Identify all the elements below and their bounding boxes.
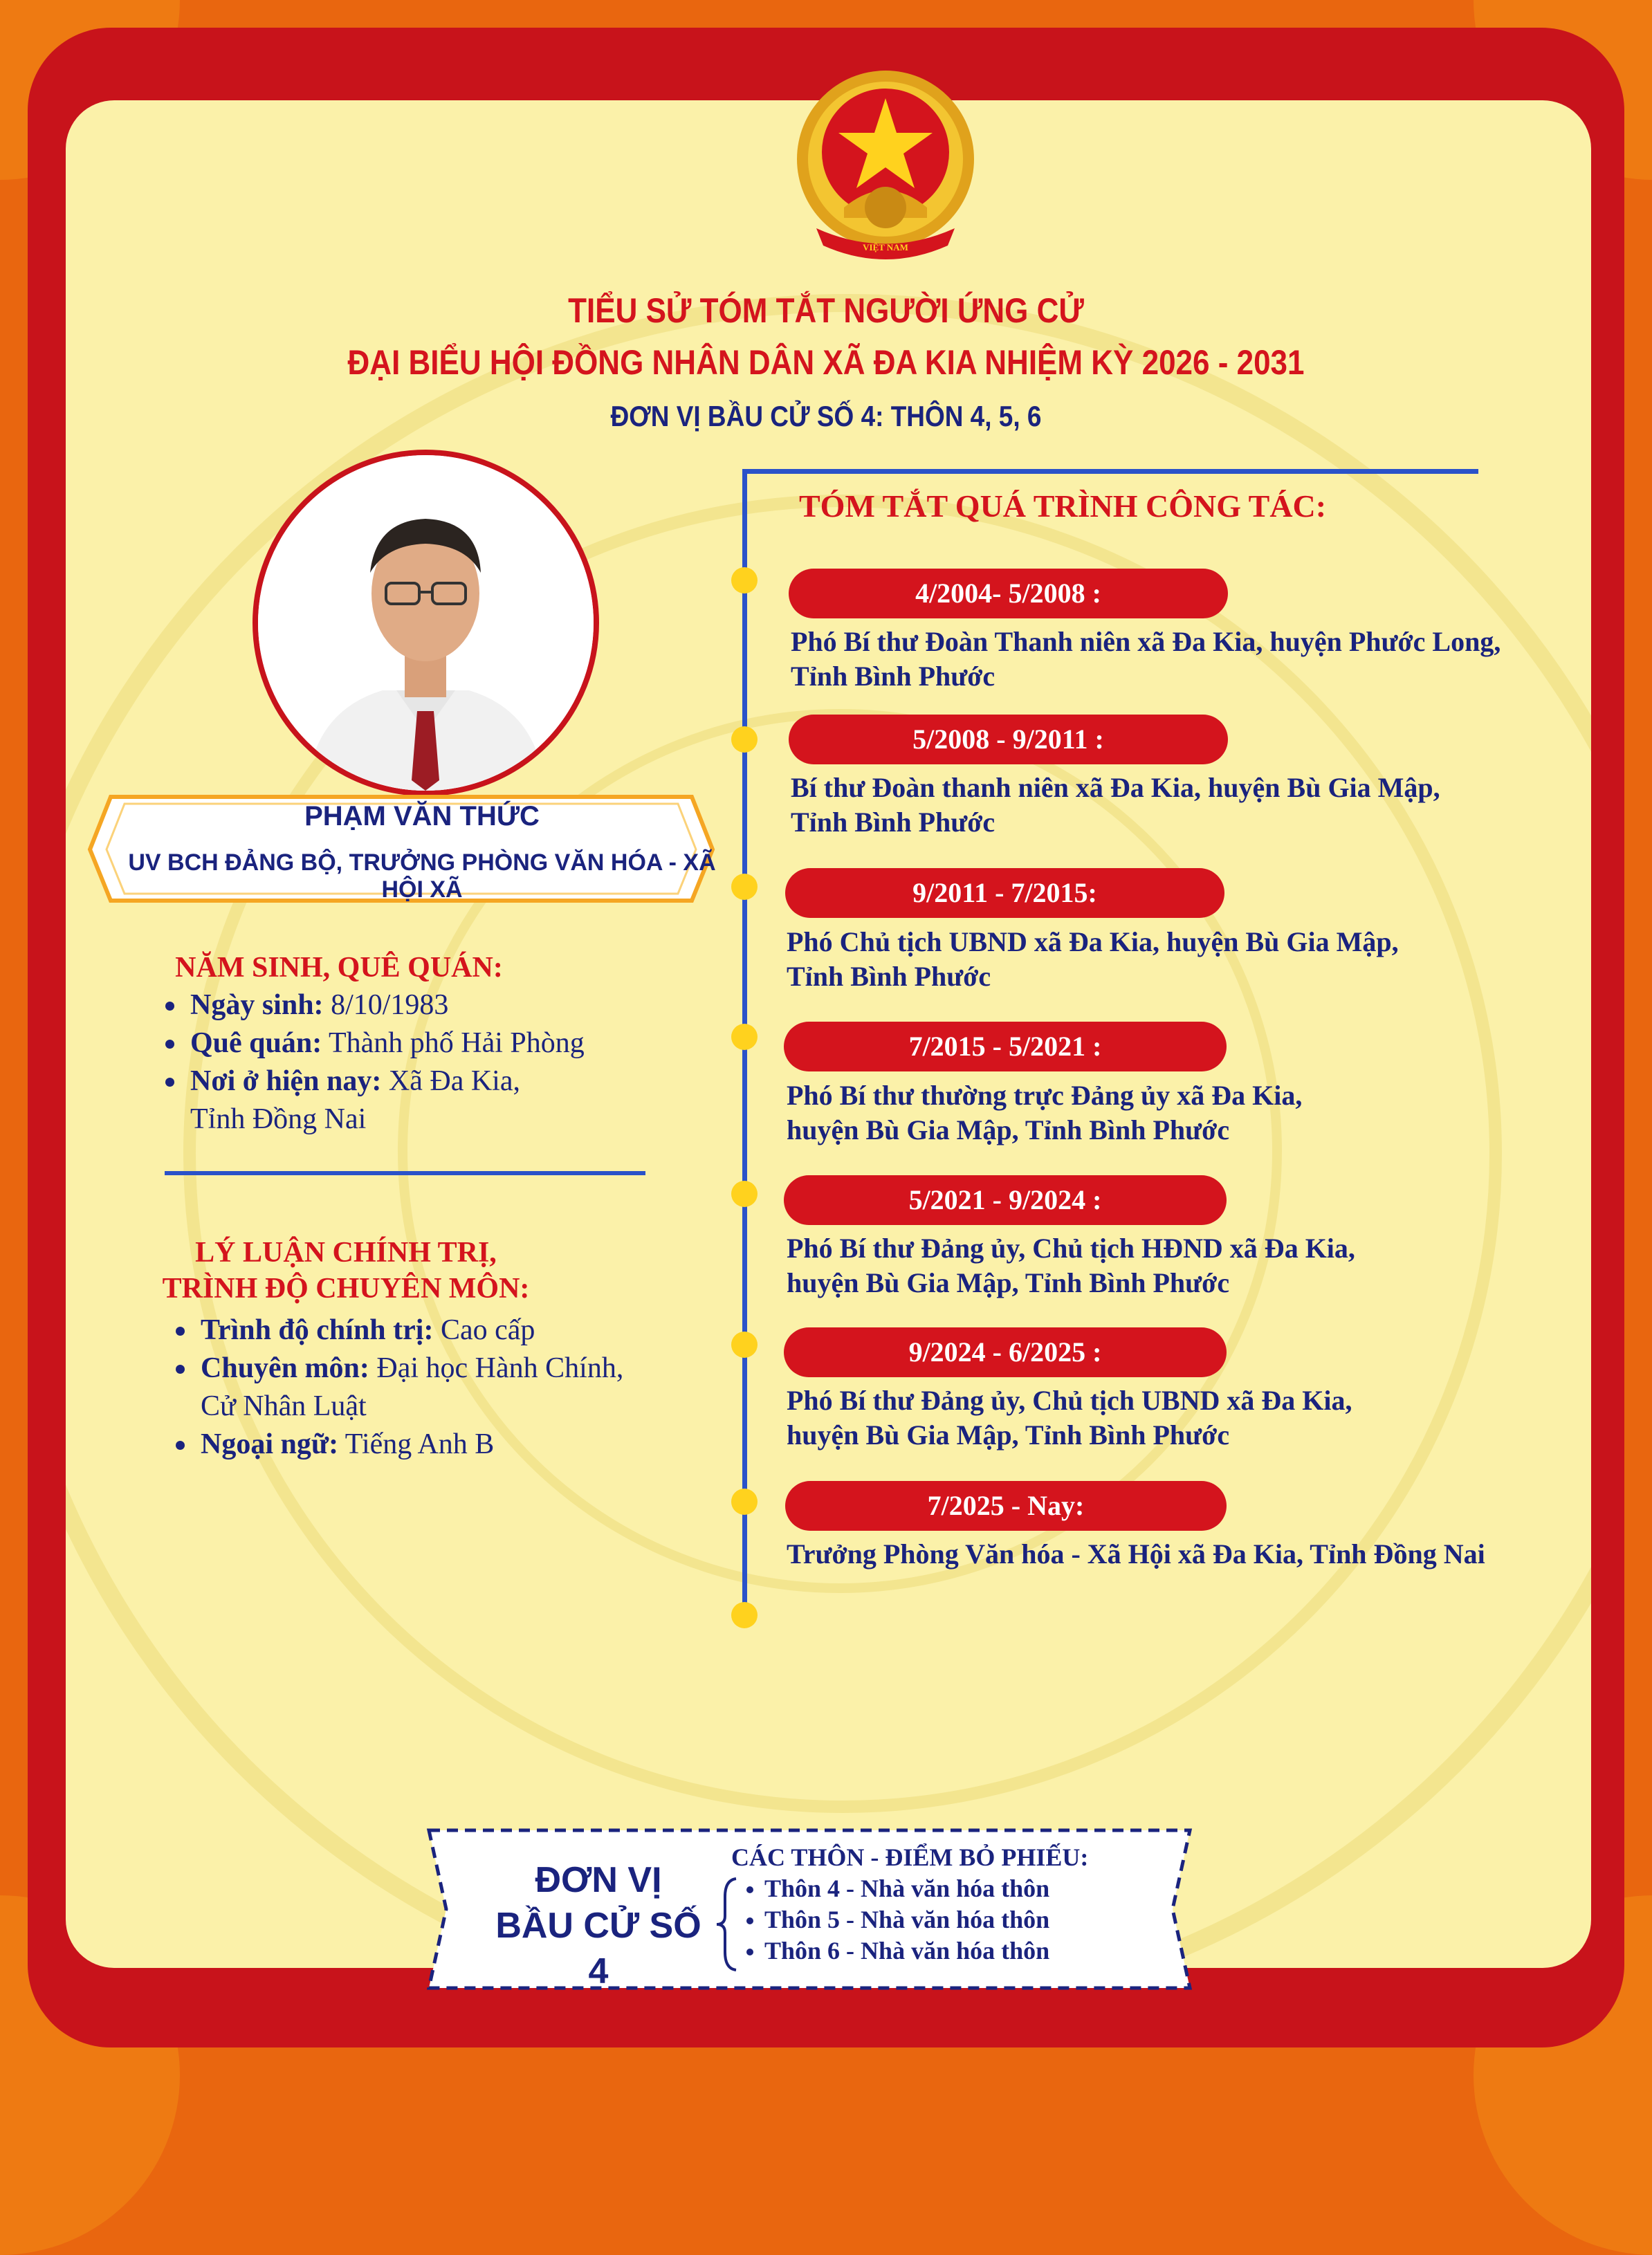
timeline-dot — [731, 1332, 758, 1358]
polling-place-item: Thôn 5 - Nhà văn hóa thôn — [744, 1904, 1049, 1935]
job-entry: Bí thư Đoàn thanh niên xã Đa Kia, huyện Bù Gia Mập, Tỉnh Bình Phước — [791, 772, 1440, 838]
residence-item: Nơi ở hiện nay: Xã Đa Kia, Tỉnh Đồng Nai — [163, 1062, 688, 1139]
edu-info-list — [173, 1311, 699, 1464]
hometown-item: Quê quán: Thành phố Hải Phòng — [163, 1024, 688, 1062]
period-pill: 7/2015 - 5/2021 : — [784, 1022, 1227, 1071]
period-pill: 5/2021 - 9/2024 : — [784, 1175, 1227, 1225]
electoral-unit-subtitle: ĐƠN VỊ BẦU CỬ SỐ 4: THÔN 4, 5, 6 — [610, 400, 1042, 432]
job-entry: Phó Chủ tịch UBND xã Đa Kia, huyện Bù Gia Mập, Tỉnh Bình Phước — [787, 926, 1399, 992]
timeline-dot — [731, 1489, 758, 1515]
timeline-dot — [731, 874, 758, 900]
job-entry: Phó Bí thư Đoàn Thanh niên xã Đa Kia, huyện Phước Long, Tỉnh Bình Phước — [791, 626, 1501, 692]
birth-info-list — [163, 986, 688, 1139]
national-emblem-icon — [775, 69, 996, 263]
period-pill: 5/2008 - 9/2011 : — [789, 715, 1228, 764]
timeline-dot — [731, 1024, 758, 1050]
timeline-heading: TÓM TẮT QUÁ TRÌNH CÔNG TÁC: — [799, 488, 1327, 524]
birth-section-heading: NĂM SINH, QUÊ QUÁN: — [175, 952, 503, 984]
portrait-illustration — [258, 455, 594, 791]
birth-date-item: Ngày sinh: 8/10/1983 — [163, 986, 688, 1024]
svg-text:VIỆT NAM: VIỆT NAM — [863, 242, 908, 252]
job-entry: Phó Bí thư Đảng ủy, Chủ tịch HĐND xã Đa Kia, huyện Bù Gia Mập, Tỉnh Bình Phước — [787, 1233, 1355, 1298]
job-entry: Phó Bí thư Đảng ủy, Chủ tịch UBND xã Đa Kia, huyện Bù Gia Mập, Tỉnh Bình Phước — [787, 1385, 1352, 1451]
brace-icon — [713, 1876, 740, 1973]
timeline-dot — [731, 1181, 758, 1207]
voting-unit-label: ĐƠN VỊ BẦU CỬ SỐ 4 — [495, 1860, 701, 1991]
candidate-portrait — [253, 450, 599, 796]
timeline-dot — [731, 567, 758, 593]
timeline-top-line — [742, 469, 1478, 474]
timeline-dot — [731, 726, 758, 753]
period-pill: 9/2024 - 6/2025 : — [784, 1327, 1227, 1377]
edu-section-heading: LÝ LUẬN CHÍNH TRỊ, TRÌNH ĐỘ CHUYÊN MÔN: — [162, 1237, 530, 1305]
language-item: Ngoại ngữ: Tiếng Anh B — [173, 1426, 699, 1464]
polling-place-item: Thôn 4 - Nhà văn hóa thôn — [744, 1873, 1049, 1904]
period-pill: 7/2025 - Nay: — [785, 1481, 1227, 1531]
political-level-item: Trình độ chính trị: Cao cấp — [173, 1311, 699, 1350]
title-line-1: TIỂU SỬ TÓM TẮT NGƯỜI ỨNG CỬ — [568, 291, 1084, 330]
left-divider — [165, 1171, 645, 1175]
title-line-2: ĐẠI BIỂU HỘI ĐỒNG NHÂN DÂN XÃ ĐA KIA NHIỆM KỲ 2026 - 2031 — [347, 343, 1305, 382]
polling-place-item: Thôn 6 - Nhà văn hóa thôn — [744, 1935, 1049, 1967]
job-entry: Trưởng Phòng Văn hóa - Xã Hội xã Đa Kia, Tỉnh Đồng Nai — [787, 1538, 1485, 1570]
period-pill: 4/2004- 5/2008 : — [789, 569, 1228, 618]
period-pill: 9/2011 - 7/2015: — [785, 868, 1224, 918]
job-entry: Phó Bí thư thường trực Đảng ủy xã Đa Kia, huyện Bù Gia Mập, Tỉnh Bình Phước — [787, 1080, 1303, 1145]
timeline-end-dot — [731, 1602, 758, 1628]
specialty-item: Chuyên môn: Đại học Hành Chính, Cử Nhân Luật — [173, 1350, 699, 1426]
polling-places-list — [744, 1873, 1049, 1967]
polling-places-title: CÁC THÔN - ĐIỂM BỎ PHIẾU: — [731, 1843, 1089, 1871]
candidate-name: PHẠM VĂN THỨC — [304, 801, 540, 831]
candidate-role: UV BCH ĐẢNG BỘ, TRƯỞNG PHÒNG VĂN HÓA - XÃ HỘI XÃ — [128, 849, 716, 903]
